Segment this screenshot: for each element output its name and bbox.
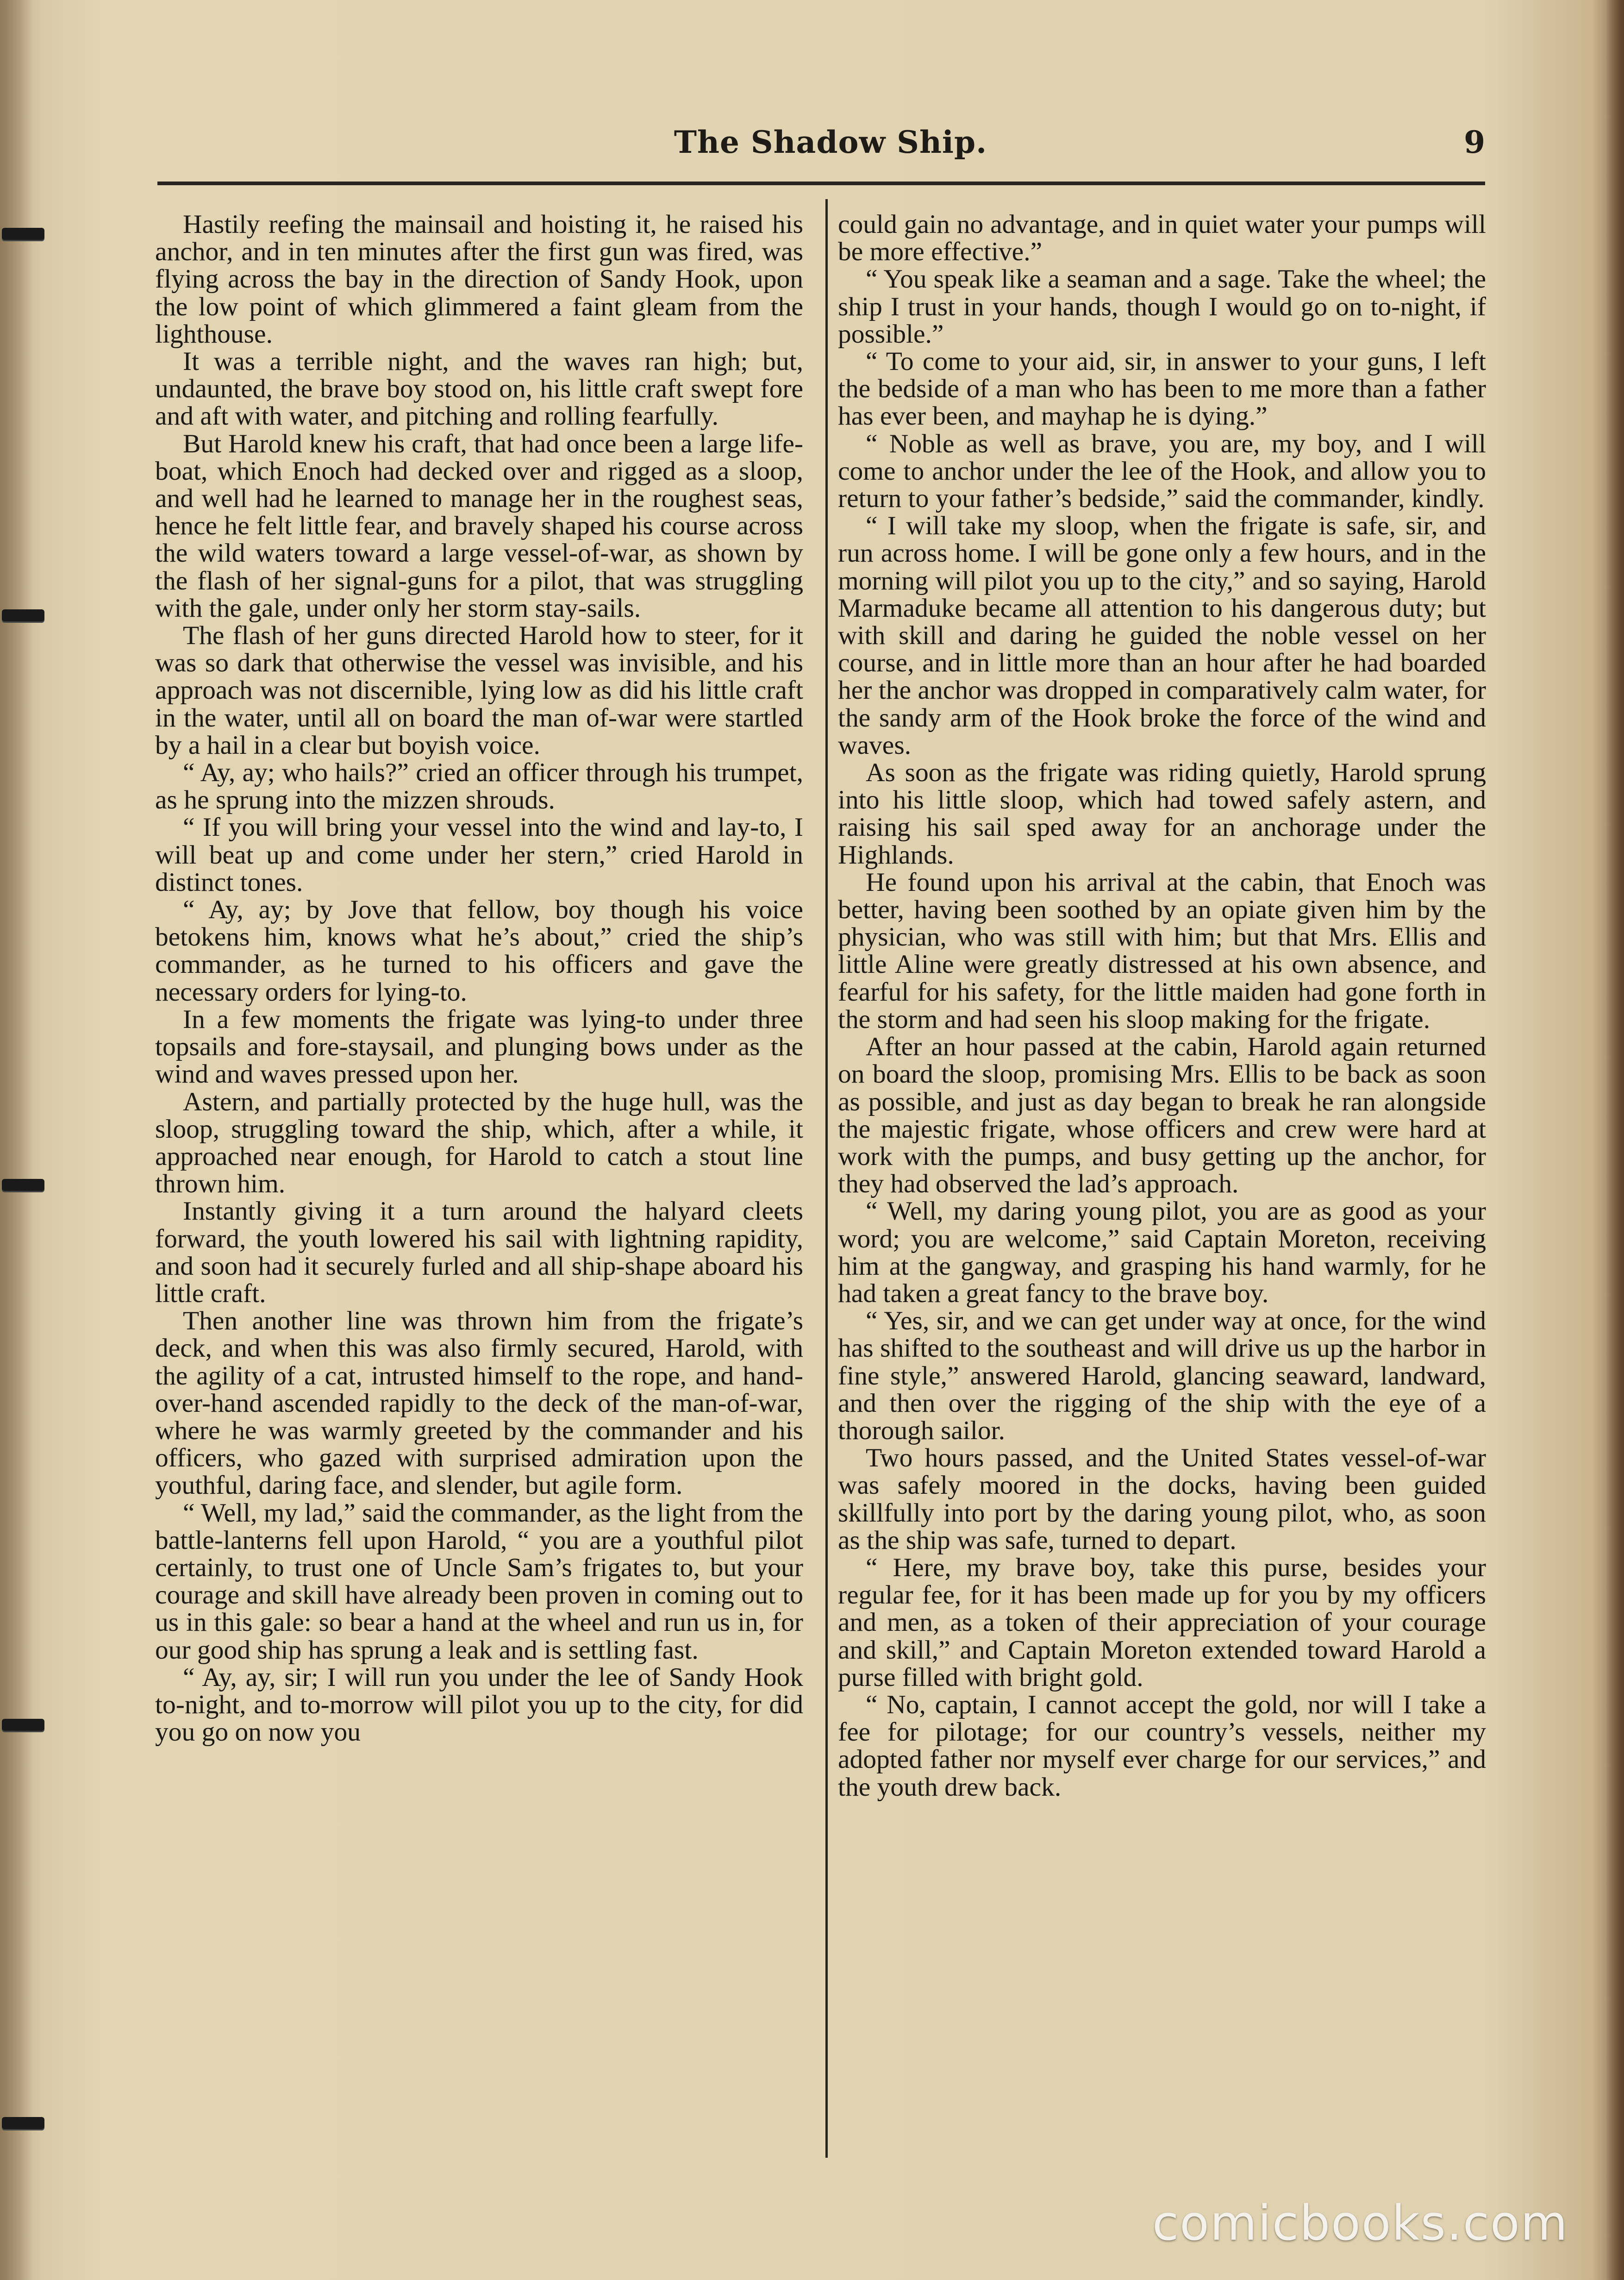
paragraph: He found upon his arrival at the cabin, that Enoch was better, having been soothed by an opiate given him by the physician, who was still with him; but that Mrs. Ellis and little Aline were greatly distressed at his own absence, and fearful for his safety, for the little maiden had gone forth in the storm and had seen his sloop making for the frigate.	[838, 867, 1486, 1034]
left-column	[155, 211, 803, 1746]
paragraph: Instantly giving it a turn around the halyard cleets forward, the youth lowered his sail with lightning rapidity, and soon had it securely furled and all ship-shape aboard his little craft.	[155, 1196, 803, 1308]
paragraph: “ I will take my sloop, when the frigate is safe, sir, and run across home. I will be gone only a few hours, and in the morning will pilot you up to the city,” and so saying, Harold Marmaduke became all attention to his dangerous duty; but with skill and daring he guided the noble vessel on her course, and in little more than an hour after he had boarded her the anchor was dropped in comparatively calm water, for the sandy arm of the Hook broke the force of the wind and waves.	[838, 511, 1486, 760]
paragraph: “ No, captain, I cannot accept the gold, nor will I take a fee for pilotage; for our country’s vessels, neither my adopted father nor myself ever charge for our services,” and the youth drew back.	[838, 1690, 1486, 1802]
paragraph: Two hours passed, and the United States vessel-of-war was safely moored in the docks, having been guided skillfully into port by the daring young pilot, who, as soon as the ship was safe, turned to depart.	[838, 1443, 1486, 1555]
paragraph: “ Well, my daring young pilot, you are as good as your word; you are welcome,” said Captain Moreton, receiving him at the gangway, and grasping his hand warmly, for he had taken a great fancy to the brave boy.	[838, 1196, 1486, 1308]
header-rule	[157, 182, 1485, 185]
paragraph: “ Ay, ay; who hails?” cried an officer through his trumpet, as he sprung into the mizzen shrouds.	[155, 758, 803, 815]
paragraph: Astern, and partially protected by the huge hull, was the sloop, struggling toward the ship, which, after a while, it approached near enough, for Harold to catch a stout line thrown him.	[155, 1087, 803, 1199]
paragraph: “ Well, my lad,” said the commander, as the light from the battle-lanterns fell upon Harold, “ you are a youthful pilot certainly, to trust one of Uncle Sam’s frigates to, but your courage and skill have already been proven in coming out to us in this gale: so bear a hand at the wheel and run us in, for our good ship has sprung a leak and is settling fast.	[155, 1498, 803, 1665]
paragraph: “ Ay, ay, sir; I will run you under the lee of Sandy Hook to-night, and to-morrow will pilot you up to the city, for did you go on now you	[155, 1662, 803, 1747]
paragraph: could gain no advantage, and in quiet water your pumps will be more effective.”	[838, 210, 1486, 267]
page-number: 9	[1464, 124, 1485, 160]
paragraph: “ To come to your aid, sir, in answer to your guns, I left the bedside of a man who has been to me more than a father has ever been, and mayhap he is dying.”	[838, 347, 1486, 431]
column-rule	[825, 199, 828, 2158]
binding-staple	[2, 228, 44, 240]
binding-staple	[2, 609, 44, 621]
paragraph: “ If you will bring your vessel into the wind and lay-to, I will beat up and come under her stern,” cried Harold in distinct tones.	[155, 813, 803, 897]
paragraph: “ Noble as well as brave, you are, my boy, and I will come to anchor under the lee of the Hook, and allow you to return to your father’s bedside,” said the commander, kindly.	[838, 429, 1486, 514]
watermark-logo: comicbooks.com	[1152, 2195, 1568, 2251]
paragraph: In a few moments the frigate was lying-to under three topsails and fore-staysail, and plunging bows under as the wind and waves pressed upon her.	[155, 1004, 803, 1089]
paragraph: It was a terrible night, and the waves ran high; but, undaunted, the brave boy stood on, his little craft swept fore and aft with water, and pitching and rolling fearfully.	[155, 347, 803, 431]
binding-staple	[2, 1719, 44, 1731]
paragraph: “ Ay, ay; by Jove that fellow, boy though his voice betokens him, knows what he’s about,” cried the ship’s commander, as he turned to his officers and gave the necessary orders for lying-to.	[155, 895, 803, 1007]
page-title: The Shadow Ship.	[674, 124, 987, 160]
paragraph: After an hour passed at the cabin, Harold again returned on board the sloop, promising Mrs. Ellis to be back as soon as possible, and just as day began to break he ran alongside the majestic frigate, whose officers and crew were hard at work with the pumps, and busy getting up the anchor, for they had observed the lad’s approach.	[838, 1032, 1486, 1199]
paragraph: As soon as the frigate was riding quietly, Harold sprung into his little sloop, which had towed safely astern, and raising his sail sped away for an anchorage under the Highlands.	[838, 758, 1486, 870]
page-edge-shadow	[1605, 0, 1624, 2280]
paragraph: “ You speak like a seaman and a sage. Take the wheel; the ship I trust in your hands, though I would go on to-night, if possible.”	[838, 264, 1486, 349]
right-column	[838, 211, 1486, 1801]
paragraph: “ Here, my brave boy, take this purse, besides your regular fee, for it has been made up for you by my officers and men, as a token of their appreciation of your courage and skill,” and Captain Moreton extended toward Harold a purse filled with bright gold.	[838, 1553, 1486, 1692]
running-head	[157, 124, 1504, 175]
paragraph: “ Yes, sir, and we can get under way at once, for the wind has shifted to the southeast and will drive us up the harbor in fine style,” answered Harold, glancing seaward, landward, and then over the rigging of the ship with the eye of a thorough sailor.	[838, 1306, 1486, 1445]
paragraph: Hastily reefing the mainsail and hoisting it, he raised his anchor, and in ten minutes after the first gun was fired, was flying across the bay in the direction of Sandy Hook, upon the low point of which glimmered a faint gleam from the lighthouse.	[155, 210, 803, 349]
paragraph: But Harold knew his craft, that had once been a large life-boat, which Enoch had decked over and rigged as a sloop, and well had he learned to manage her in the roughest seas, hence he felt little fear, and bravely shaped his course across the wild waters toward a large vessel-of-war, as shown by the flash of her signal-guns for a pilot, that was struggling with the gale, under only her storm stay-sails.	[155, 429, 803, 623]
binding-staple	[2, 2117, 44, 2129]
binding-staple	[2, 1179, 44, 1191]
binding-shadow	[0, 0, 32, 2280]
paragraph: Then another line was thrown him from the frigate’s deck, and when this was also firmly secured, Harold, with the agility of a cat, intrusted himself to the rope, and hand-over-hand ascended rapidly to the deck of the man-of-war, where he was warmly greeted by the commander and his officers, who gazed with surprised admiration upon the youthful, daring face, and slender, but agile form.	[155, 1306, 803, 1500]
paragraph: The flash of her guns directed Harold how to steer, for it was so dark that otherwise the vessel was invisible, and his approach was not discernible, lying low as did his little craft in the water, until all on board the man of-war were startled by a hail in a clear but boyish voice.	[155, 621, 803, 760]
